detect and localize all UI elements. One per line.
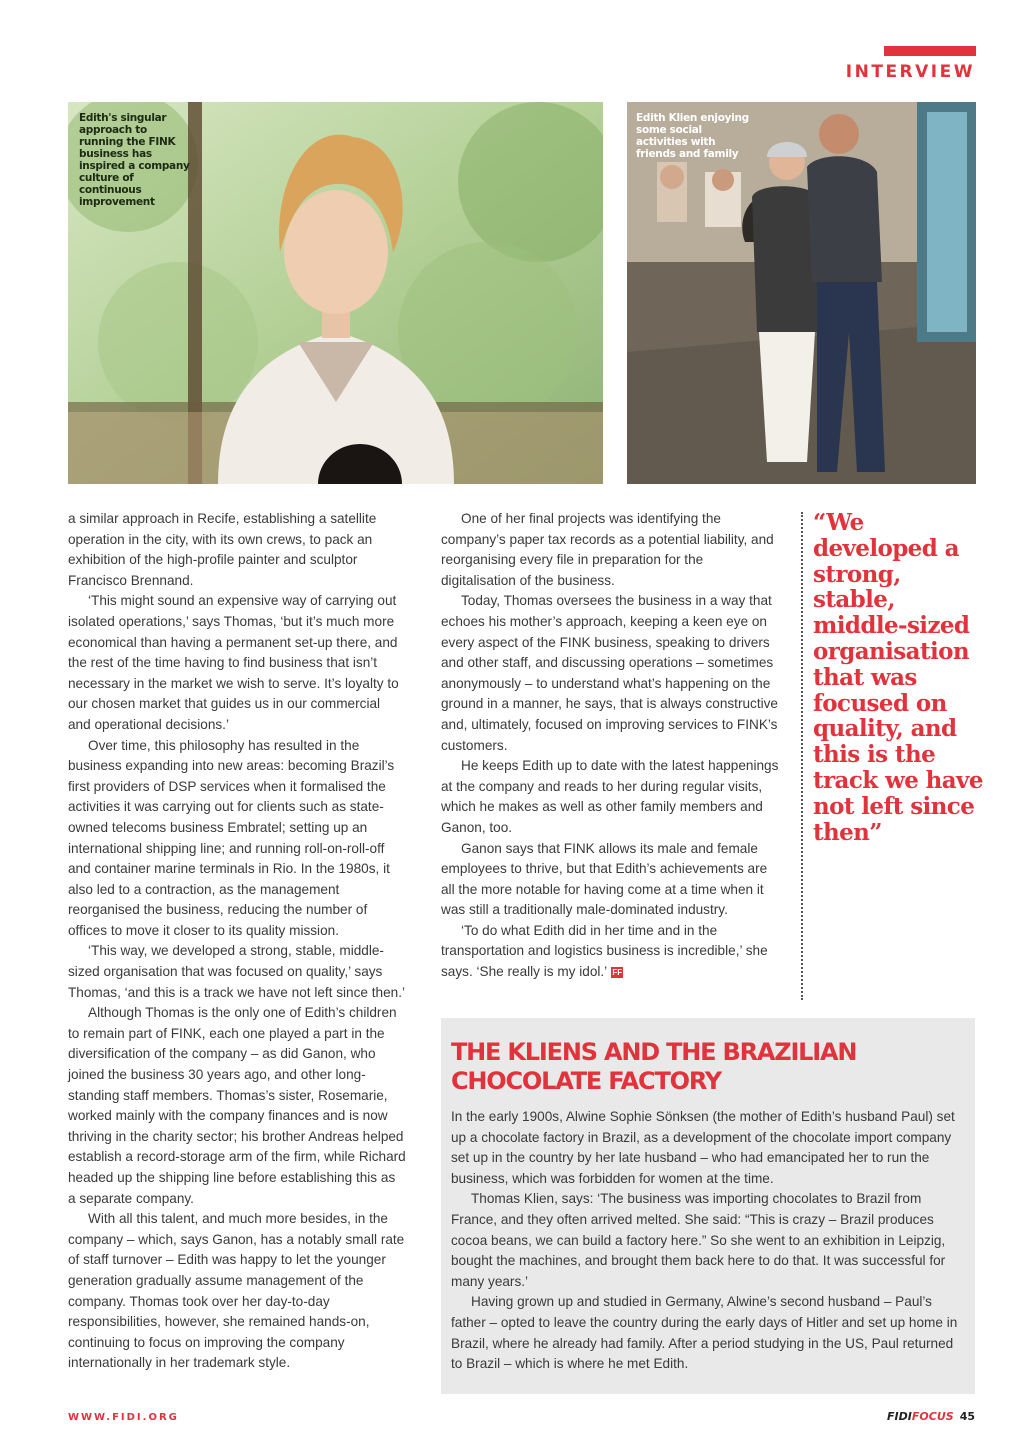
paragraph: With all this talent, and much more besides, in the company – which, says Ganon, has a notably small rate of staff turnover – Edith was happy to let the younger generation gradually assume management of the company. Thomas took over her day-to-day responsibilities, however, she remained hands-on, continuing to focus on improving the company internationally in her trademark style. <box>68 1211 405 1371</box>
footer-brand <box>887 1410 975 1423</box>
paragraph <box>441 921 781 983</box>
photo-caption-left: Edith's singular approach to running the FINK business has inspired a company culture of continuous improvement <box>79 112 190 208</box>
section-label: INTERVIEW <box>845 62 975 82</box>
section-accent-bar <box>884 46 976 56</box>
paragraph: Over time, this philosophy has resulted in the business expanding into new areas: becoming Brazil’s first providers of DSP services when it formalised the activities it was carrying out for clients such as state-owned telecoms business Embratel; setting up an international shipping line; and running roll-on-roll-off and container marine terminals in Rio. In the 1980s, it also led to a contraction, as the management reorganised the business, reducing the number of offices to move it closer to its quality mission. <box>68 737 395 938</box>
sidebar-body <box>451 1107 966 1375</box>
article-column-1 <box>68 509 406 1374</box>
paragraph: Thomas Klien, says: ‘The business was importing chocolates to Brazil from France, and they often arrived melted. She said: “This is crazy – Brazil produces cocoa beans, we can build a factory here.” So she went to an exhibition in Leipzig, bought the machines, and brought them back here to do that. It was successful for many years.’ <box>451 1191 946 1289</box>
paragraph: ‘This might sound an expensive way of carrying out isolated operations,’ says Thomas, ‘but it’s much more economical than having a permanent set-up there, and the rest of the time having to find business that isn’t necessary in the market we wish to serve. It’s loyalty to our chosen market that guides us in our commercial and operational decisions.’ <box>68 593 399 732</box>
paragraph: Although Thomas is the only one of Edith’s children to remain part of FINK, each one played a part in the diversification of the company – as did Ganon, who joined the business 30 years ago, and other long-standing staff members. Thomas’s sister, Rosemarie, worked mainly with the company finances and is now thriving in the charity sector; his brother Andreas helped establish a record-storage arm of the firm, while Richard headed up the shipping line before establishing this as a separate company. <box>68 1005 406 1206</box>
brand-name-fidi: FIDI <box>887 1410 912 1423</box>
paragraph: Having grown up and studied in Germany, Alwine’s second husband – Paul’s father – opted to leave the country during the early days of Hitler and set up home in Brazil, where he already had family. After a period studying in the US, Paul returned to Brazil – which is where he met Edith. <box>451 1294 958 1372</box>
column-divider <box>801 512 803 1000</box>
brand-name-focus: FOCUS <box>911 1410 954 1423</box>
pull-quote: “We developed a strong, stable, middle-sized organisation that was focused on quality, and this is the track we have not left since then” <box>813 509 983 846</box>
paragraph-text: ‘To do what Edith did in her time and in the transportation and logistics business is incredible,’ she says. ‘She really is my idol.’ <box>441 922 768 980</box>
paragraph: a similar approach in Recife, establishing a satellite operation in the city, with its own crews, to pack an exhibition of the high-profile painter and sculptor Francisco Brennand. <box>68 511 377 588</box>
paragraph: Ganon says that FINK allows its male and female employees to thrive, but that Edith’s achievements are all the more notable for having come at a time when it was still a traditionally male-dominated industry. <box>441 840 768 918</box>
footer-url[interactable]: WWW.FIDI.ORG <box>68 1412 179 1423</box>
paragraph: ‘This way, we developed a strong, stable, middle-sized organisation that was focused on quality,’ says Thomas, ‘and this is a track we have not left since then.’ <box>68 943 405 1000</box>
page-number: 45 <box>959 1410 975 1423</box>
sidebar-title: THE KLIENS AND THE BRAZILIAN CHOCOLATE FACTORY <box>451 1038 857 1095</box>
photo-caption-right: Edith Klien enjoying some social activities with friends and family <box>636 112 749 160</box>
paragraph: He keeps Edith up to date with the latest happenings at the company and reads to her during regular visits, which he makes as well as other family members and Ganon, too. <box>441 758 779 835</box>
end-mark-icon: FF <box>612 967 623 977</box>
paragraph: In the early 1900s, Alwine Sophie Sönksen (the mother of Edith’s husband Paul) set up a chocolate factory in Brazil, as a development of the chocolate import company set up in the country by her late husband – who had emancipated her to run the business, which was forbidden for women at the time. <box>451 1109 955 1186</box>
article-column-2 <box>441 509 781 983</box>
paragraph: Today, Thomas oversees the business in a way that echoes his mother’s approach, keeping a keen eye on every aspect of the FINK business, speaking to drivers and other staff, and discussing operations – sometimes anonymously – to understand what’s happening on the ground in a manner, he says, that is always constructive and, ultimately, focused on improving services to FINK’s customers. <box>441 593 778 753</box>
paragraph: One of her final projects was identifying the company’s paper tax records as a potential liability, and reorganising every file in preparation for the digitalisation of the business. <box>441 511 774 588</box>
